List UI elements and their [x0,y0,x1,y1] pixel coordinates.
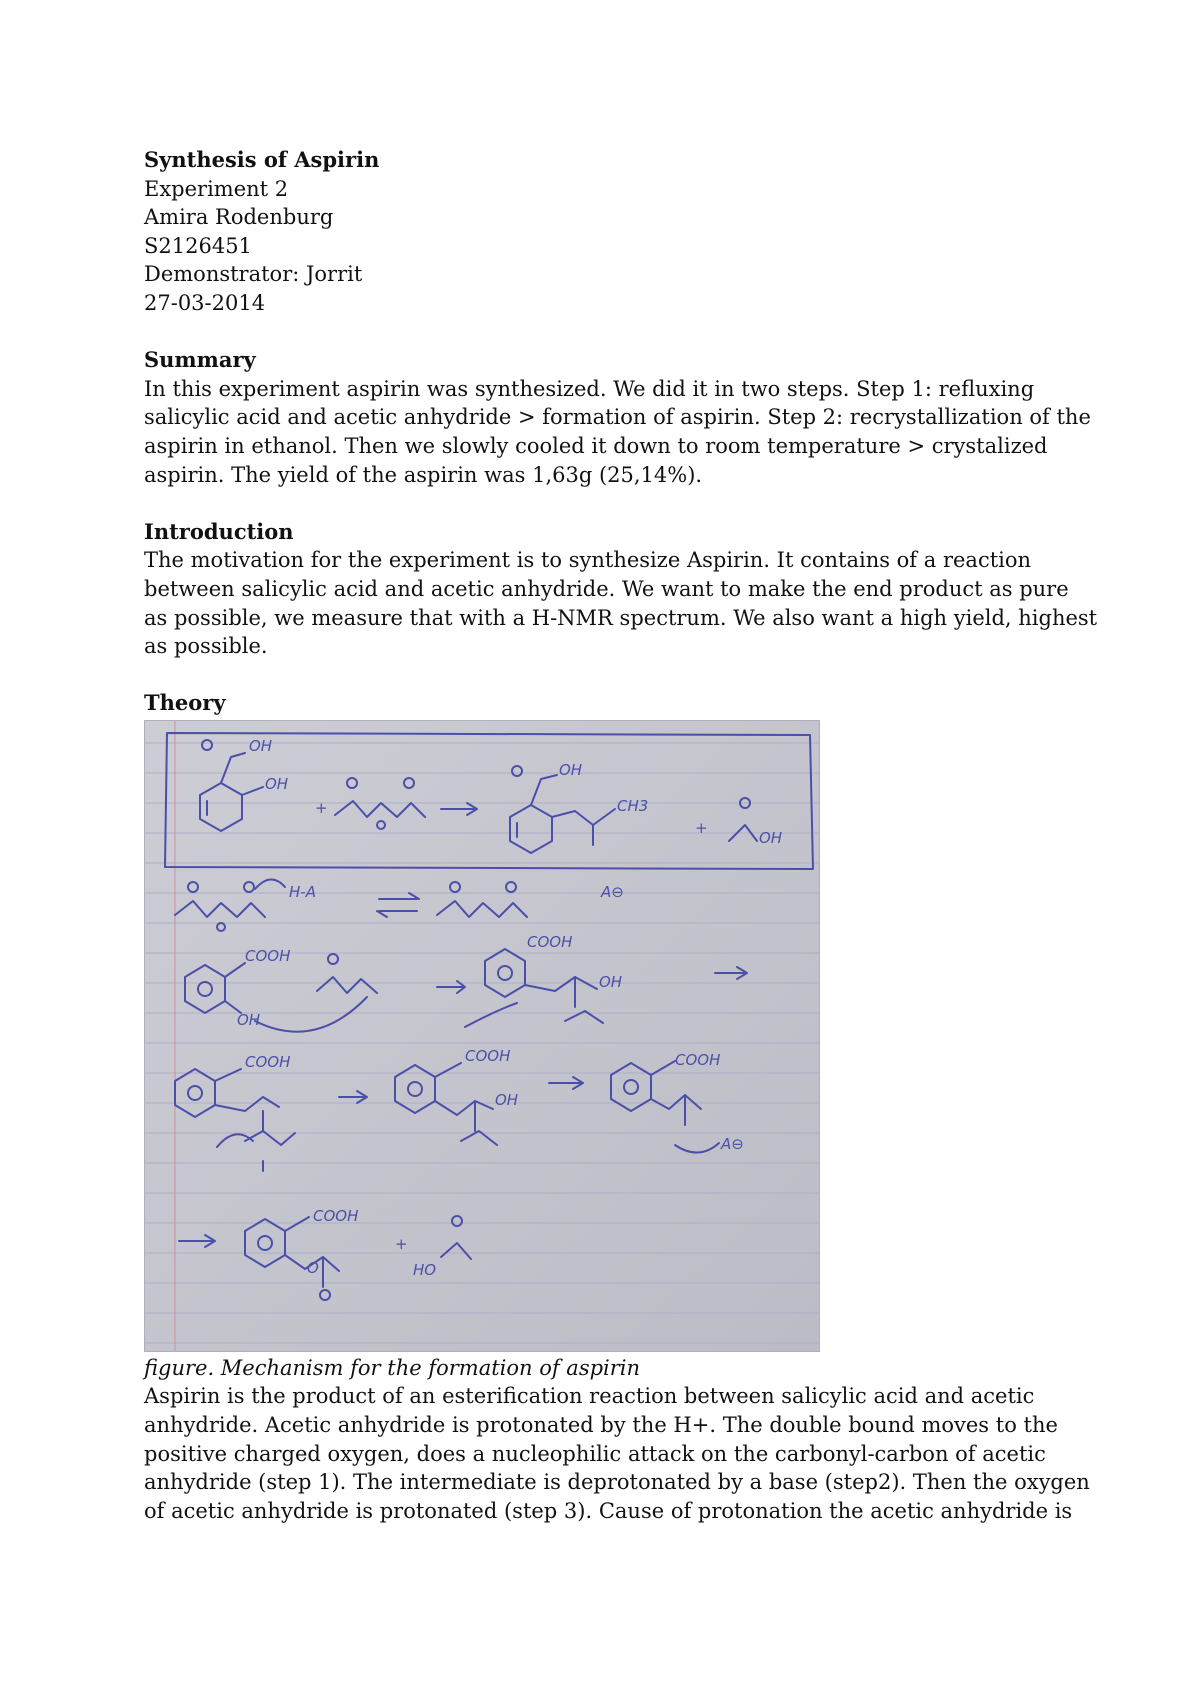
introduction-section [144,518,1098,661]
label-ho: HO [413,1260,437,1279]
summary-line: aspirin in ethanol. Then we slowly cooled it down to room temperature > crystalized [144,433,1048,458]
introduction-line: between salicylic acid and acetic anhydride. We want to make the end product as pure [144,576,1069,601]
label-cooh: COOH [313,1206,359,1225]
introduction-line: as possible. [144,634,268,659]
theory-line: anhydride. Acetic anhydride is protonated by the H+. The double bound moves to the [144,1413,1058,1438]
label-cooh: COOH [245,946,291,965]
label-oh: OH [265,774,289,793]
label-cooh: COOH [675,1050,721,1069]
label-a-minus: A⊖ [721,1134,744,1153]
label-oh: OH [759,828,783,847]
label-o: O [307,1258,319,1277]
document-page [144,146,1098,1525]
demonstrator: Demonstrator: Jorrit [144,262,363,287]
theory-heading: Theory [144,690,226,716]
label-cooh: COOH [527,932,573,951]
summary-heading: Summary [144,347,256,373]
summary-line: aspirin. The yield of the aspirin was 1,63g (25,14%). [144,462,703,487]
theory-line: anhydride (step 1). The intermediate is deprotonated by a base (step2). Then the oxygen [144,1470,1090,1495]
label-ha: H-A [289,882,316,901]
handwritten-mechanism-drawing [145,721,819,1351]
label-plus: + [695,818,708,837]
introduction-heading: Introduction [144,518,294,544]
label-ch3: CH3 [617,796,649,815]
ruled-lines [145,743,819,1343]
document-header [144,146,1074,318]
label-cooh: COOH [465,1046,511,1065]
label-oh: OH [559,760,583,779]
summary-line: In this experiment aspirin was synthesized. We did it in two steps. Step 1: refluxing [144,376,1035,401]
summary-section [144,346,1091,489]
introduction-line: The motivation for the experiment is to synthesize Aspirin. It contains of a reaction [144,548,1032,573]
introduction-line: as possible, we measure that with a H-NMR spectrum. We also want a high yield, highest [144,605,1098,630]
spacer [144,661,1074,690]
theory-line: positive charged oxygen, does a nucleophilic attack on the carbonyl-carbon of acetic [144,1441,1046,1466]
spacer [144,489,1074,518]
experiment-number: Experiment 2 [144,176,289,201]
theory-line: of acetic anhydride is protonated (step 3). Cause of protonation the acetic anhydride is [144,1498,1073,1523]
label-oh: OH [249,736,273,755]
spacer [144,318,1074,347]
label-a-minus: A⊖ [601,882,624,901]
label-oh: OH [599,972,623,991]
mechanism-figure [144,720,820,1352]
label-plus: + [315,798,328,817]
label-cooh: COOH [245,1052,291,1071]
author-name: Amira Rodenburg [144,205,334,230]
theory-line: Aspirin is the product of an esterification reaction between salicylic acid and acetic [144,1384,1035,1409]
report-date: 27-03-2014 [144,290,266,315]
label-oh: OH [495,1090,519,1109]
document-title: Synthesis of Aspirin [144,147,380,172]
label-plus: + [395,1234,408,1253]
summary-line: salicylic acid and acetic anhydride > formation of aspirin. Step 2: recrystallization of the [144,405,1091,430]
student-id: S2126451 [144,233,252,258]
figure-caption: figure. Mechanism for the formation of aspirin [144,1355,641,1380]
label-oh: OH [237,1010,261,1029]
theory-section [144,689,1090,1525]
